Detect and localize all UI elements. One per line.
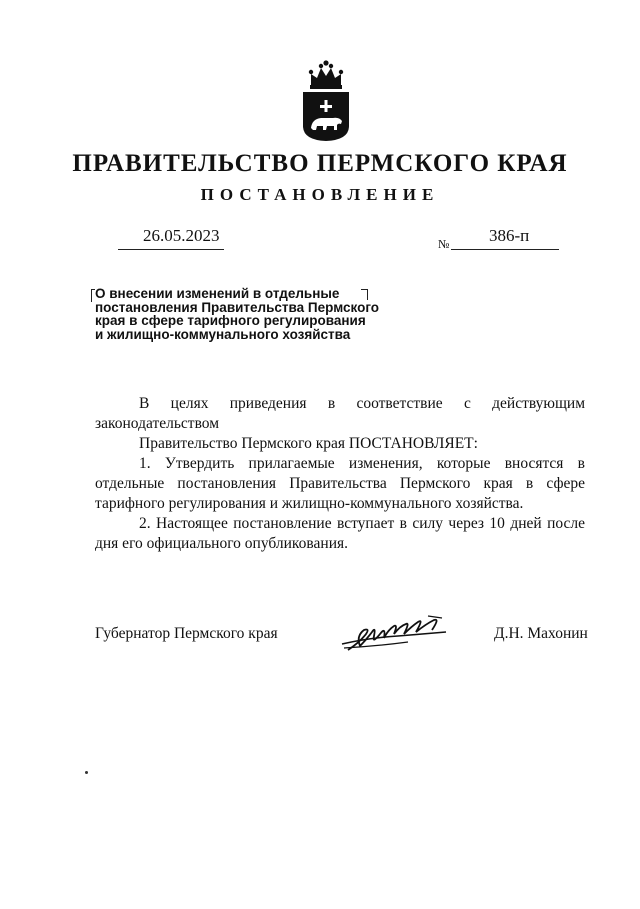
coat-of-arms-icon xyxy=(297,60,355,142)
handwritten-signature-icon xyxy=(338,612,450,658)
subject-line: края в сфере тарифного регулирования xyxy=(95,313,366,328)
document-type: ПОСТАНОВЛЕНИЕ xyxy=(200,185,440,204)
subject-line: и жилищно-коммунального хозяйства xyxy=(95,326,351,342)
paragraph-preamble xyxy=(95,394,585,434)
scan-speck xyxy=(85,771,88,774)
subject-line: О внесении изменений в отдельные xyxy=(95,286,340,301)
government-title: ПРАВИТЕЛЬСТВО ПЕРМСКОГО КРАЯ xyxy=(72,150,568,177)
paragraph-item-2: 2. Настоящее постановление вступает в силу через 10 дней после дня его официального опубликования. xyxy=(95,515,585,552)
document-subject xyxy=(95,287,415,341)
subject-line: постановления Правительства Пермского xyxy=(95,299,380,315)
date-underline xyxy=(118,249,224,250)
signatory-role: Губернатор Пермского края xyxy=(95,625,278,642)
preamble-line-1: В целях приведения в соответствие с действующим xyxy=(139,395,586,412)
preamble-line-2: законодательством xyxy=(95,415,220,432)
paragraph-item-1: 1. Утвердить прилагаемые изменения, которые вносятся в отдельные постановления Правительства Пермского края в сфере тарифного регулирования и жилищно-коммунального хозяйства. xyxy=(95,455,585,512)
document-number: 386-п xyxy=(489,226,530,245)
paragraph-resolves: Правительство Пермского края ПОСТАНОВЛЯЕТ: xyxy=(139,435,478,452)
document-date: 26.05.2023 xyxy=(143,226,220,245)
number-underline xyxy=(451,249,559,250)
number-sign: № xyxy=(438,237,450,251)
signatory-name: Д.Н. Махонин xyxy=(494,625,588,642)
